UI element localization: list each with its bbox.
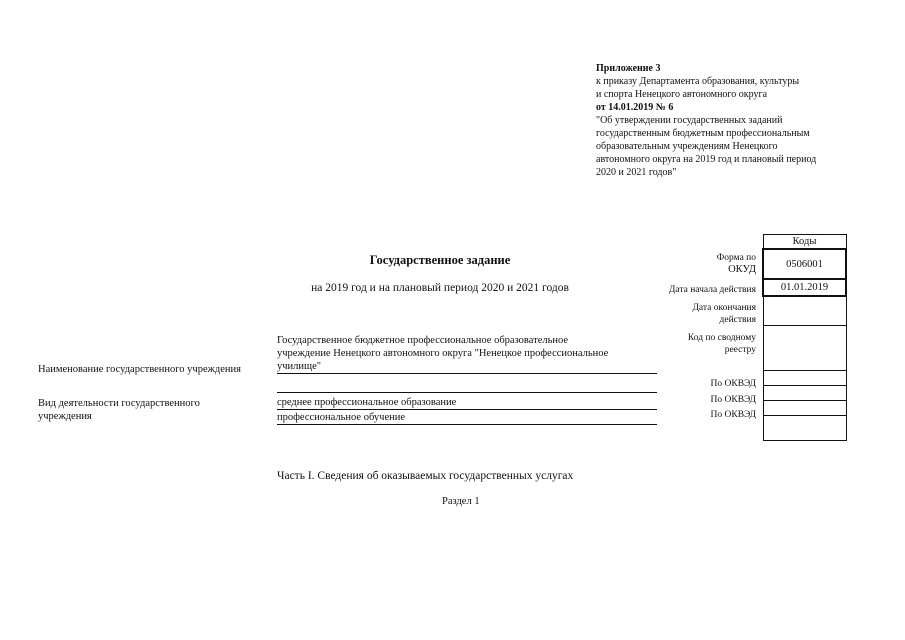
activity-value-1: среднее профессиональное образование <box>277 396 657 410</box>
registry-code-value <box>763 326 846 371</box>
document-title: Государственное задание <box>369 253 511 267</box>
end-date-label-line: Дата окончания <box>692 303 756 313</box>
registry-code-label <box>660 332 756 356</box>
appendix-note <box>596 62 896 179</box>
institution-name-field <box>277 334 657 374</box>
end-date-value <box>763 296 846 326</box>
institution-name-line: Государственное бюджетное профессиональное образовательное <box>277 335 569 346</box>
appendix-line: от 14.01.2019 № 6 <box>596 102 674 113</box>
part-title: Часть I. Сведения об оказываемых государственных услугах <box>277 470 574 482</box>
appendix-line: к приказу Департамента образования, культуры <box>596 76 800 87</box>
start-date-label: Дата начала действия <box>668 285 756 295</box>
registry-code-label-line: реестру <box>724 345 756 355</box>
appendix-line: автономного округа на 2019 год и плановый период <box>596 154 817 165</box>
underline <box>277 392 657 393</box>
appendix-line: образовательным учреждениям Ненецкого <box>596 141 778 152</box>
registry-code-label-line: Код по сводному <box>687 333 756 343</box>
form-okud-value: 0506001 <box>763 249 846 279</box>
activity-label-line: Вид деятельности государственного <box>38 398 200 409</box>
end-date-label <box>660 302 756 326</box>
document-period: на 2019 год и на плановый период 2020 и 2021 годов <box>311 282 569 294</box>
activity-label <box>38 397 200 423</box>
codes-header: Коды <box>763 235 846 250</box>
codes-empty-cell <box>763 416 846 441</box>
activity-value-2: профессиональное обучение <box>277 411 657 425</box>
activity-label-line: учреждения <box>38 411 92 422</box>
start-date-value: 01.01.2019 <box>763 279 846 296</box>
form-okud-label-line: ОКУД <box>728 264 756 275</box>
form-okud-label-line: Форма по <box>716 253 756 263</box>
end-date-label-line: действия <box>719 315 756 325</box>
okved-value-2 <box>763 386 846 401</box>
appendix-line: "Об утверждении государственных заданий <box>596 115 783 126</box>
institution-name-label: Наименование государственного учреждения <box>38 364 241 375</box>
okved-label-2: По ОКВЭД <box>710 395 756 405</box>
appendix-line: 2020 и 2021 годов" <box>596 167 677 178</box>
codes-table <box>762 234 847 441</box>
section-title: Раздел 1 <box>442 496 480 507</box>
institution-name-line: учреждение Ненецкого автономного округа "Ненецкое профессиональное <box>277 348 609 359</box>
appendix-line: государственным бюджетным профессиональным <box>596 128 810 139</box>
form-okud-label <box>660 252 756 276</box>
okved-label-1: По ОКВЭД <box>710 379 756 389</box>
appendix-line: Приложение 3 <box>596 63 661 74</box>
okved-value-1 <box>763 371 846 386</box>
institution-name-line: училище" <box>277 360 657 374</box>
appendix-line: и спорта Ненецкого автономного округа <box>596 89 768 100</box>
okved-label-3: По ОКВЭД <box>710 410 756 420</box>
okved-value-3 <box>763 401 846 416</box>
